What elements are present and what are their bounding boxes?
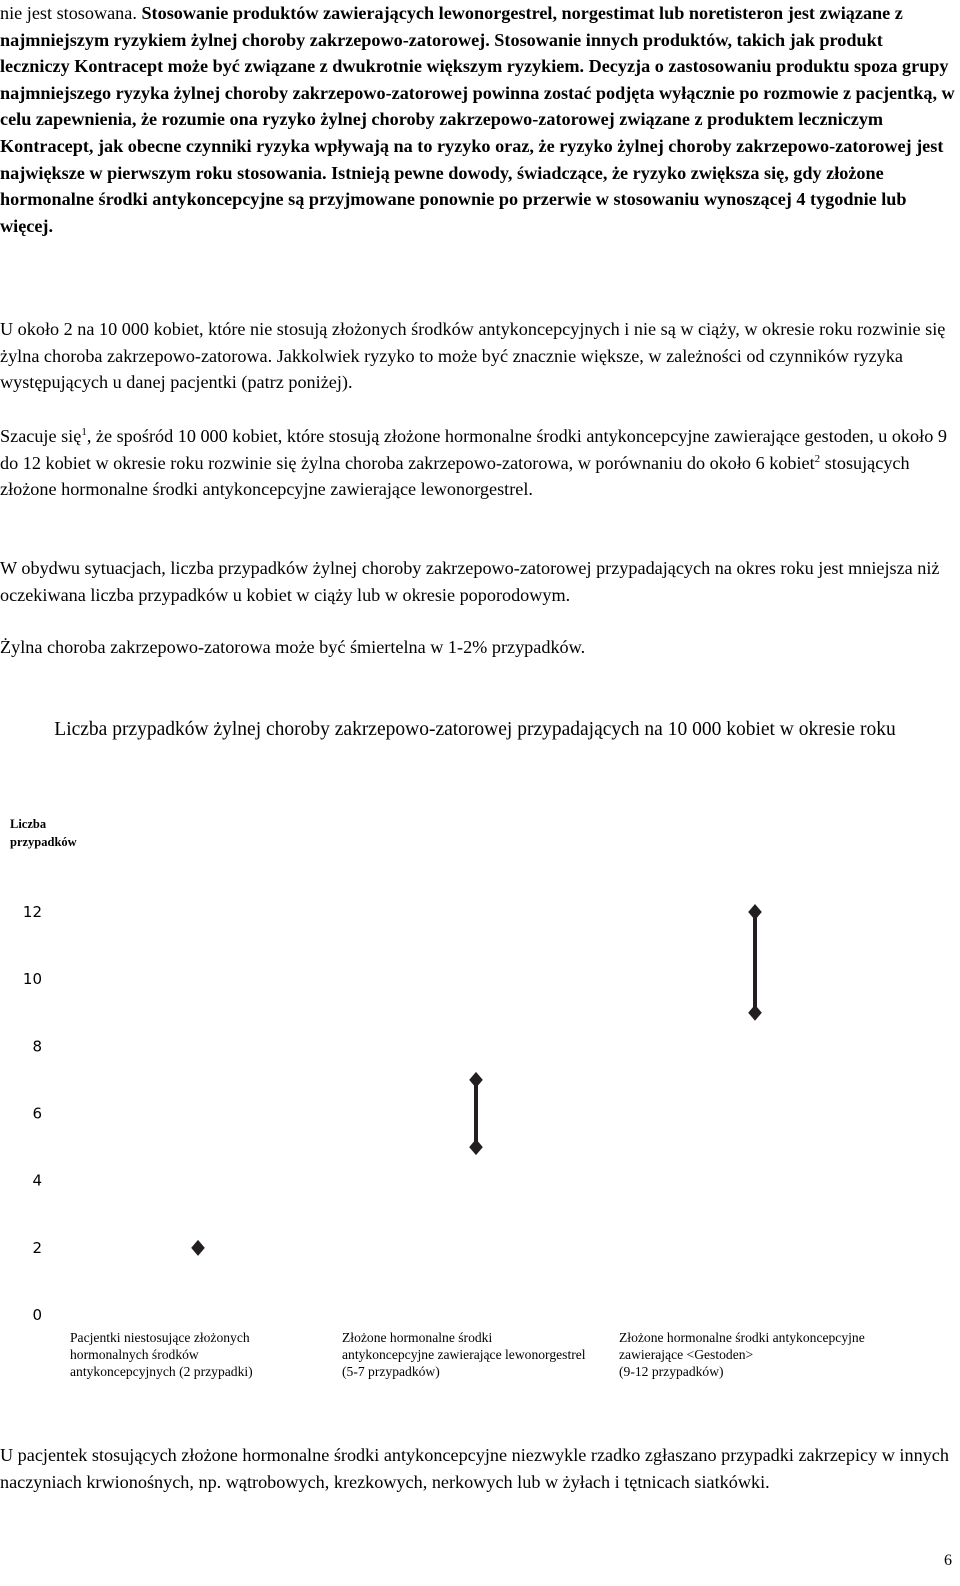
y-tick-label: 4 [32,1171,42,1190]
y-tick-label: 12 [22,903,42,921]
data-point-marker [748,904,762,920]
data-point-marker [191,1240,205,1256]
paragraph-lead-text: nie jest stosowana. [0,3,142,23]
y-axis-title-line: przypadków [10,835,77,849]
paragraph-other-thrombosis: U pacjentek stosujących złożone hormonalne środki antykoncepcyjne niezwykle rzadko zgłaszano przypadki zakrzepicy w innych naczyniach krwionośnych, np. wątrobowych, krezkowych, nerkowych lub w żyłach i tętnicach siatkówki. [0,1445,949,1492]
category-label-line: antykoncepcyjne zawierające lewonorgestrel [342,1347,586,1362]
chart-title: Liczba przypadków żylnej choroby zakrzepowo-zatorowej przypadających na 10 000 kobiet w okresie roku [54,719,896,740]
y-tick-label: 10 [22,970,42,989]
paragraph-baseline-risk: U około 2 na 10 000 kobiet, które nie stosują złożonych środków antykoncepcyjnych i nie są w ciąży, w okresie roku rozwinie się żylna choroba zakrzepowo-zatorowa. Jakkolwiek ryzyko to może być znacznie większe, w zależności od czynników ryzyka występujących u danej pacjentki (patrz poniżej). [0,319,946,393]
paragraph-mortality: Żylna choroba zakrzepowo-zatorowa może być śmiertelna w 1-2% przypadków. [0,637,586,657]
vte-incidence-chart [0,800,960,1390]
data-point-marker [469,1072,483,1088]
data-point-marker [748,1005,762,1021]
footnote-ref-2: 2 [814,452,821,465]
y-tick-label: 8 [32,1037,42,1056]
category-label-line: Złożone hormonalne środki antykoncepcyjne [619,1330,865,1345]
category-label-line: (5-7 przypadków) [342,1364,440,1379]
data-point-marker [469,1139,483,1155]
estimates-text-c: stosujących złożone hormonalne środki antykoncepcyjne zawierające lewonorgestrel. [0,452,910,500]
paragraph-comparison: W obydwu sytuacjach, liczba przypadków żylnej choroby zakrzepowo-zatorowej przypadających na okres roku jest mniejsza niż oczekiwana liczba przypadków u kobiet w ciąży lub w okresie poporodowym. [0,558,940,605]
paragraph-bold-text: Stosowanie produktów zawierających lewonorgestrel, norgestimat lub noretisteron jest związane z najmniejszym ryzykiem żylnej choroby zakrzepowo-zatorowej. Stosowanie innych produktów, takich jak produkt leczniczy Kontracept może być związane z dwukrotnie większym ryzykiem. Decyzja o zastosowaniu produktu spoza grupy najmniejszego ryzyka żylnej choroby zakrzepowo-zatorowej powinna zostać podjęta wyłącznie po rozmowie z pacjentką, w celu zapewnienia, że rozumie ona ryzyko żylnej choroby zakrzepowo-zatorowej związane z produktem leczniczym Kontracept, jak obecne czynniki ryzyka wpływają na to ryzyko oraz, że ryzyko żylnej choroby zakrzepowo-zatorowej jest największe w pierwszym roku stosowania. Istnieją pewne dowody, świadczące, że ryzyko zwiększa się, gdy złożone hormonalne środki antykoncepcyjne są przyjmowane ponownie po przerwie w stosowaniu wynoszącej 4 tygodnie lub więcej. [0,3,955,236]
y-tick-label: 6 [32,1104,42,1123]
category-label-line: (9-12 przypadków) [619,1364,724,1379]
estimates-text-b: , że spośród 10 000 kobiet, które stosują złożone hormonalne środki antykoncepcyjne zawierające gestoden, u około 9 do 12 kobiet w okresie roku rozwinie się żylna choroba zakrzepowo-zatorowa, w porównaniu do około 6 kobiet [0,426,947,473]
y-tick-label: 2 [32,1238,42,1257]
category-label-line: Złożone hormonalne środki [342,1330,493,1345]
paragraph-estimates [0,423,955,503]
page-number: 6 [944,1552,952,1569]
y-tick-label: 0 [32,1306,42,1324]
estimates-text-a: Szacuje się [0,426,82,446]
category-label-line: Pacjentki niestosujące złożonych [70,1330,250,1345]
paragraph-risk-intro [0,0,955,239]
category-label-line: hormonalnych środków [70,1347,199,1362]
category-label-line: zawierające <Gestoden> [619,1347,754,1362]
category-label-line: antykoncepcyjnych (2 przypadki) [70,1364,253,1379]
y-axis-title-line: Liczba [10,817,47,831]
footnote-ref-1: 1 [81,426,87,438]
